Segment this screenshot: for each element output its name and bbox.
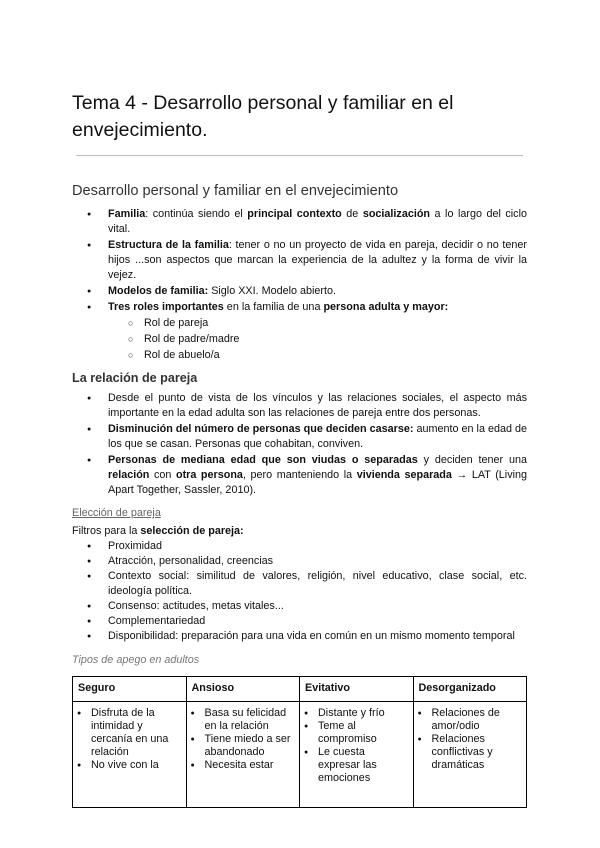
section-heading-pareja: La relación de pareja: [72, 371, 198, 385]
table-header-seguro: Seguro: [73, 677, 187, 702]
desarrollo-bullet-list: [72, 207, 527, 364]
sub-item-padre-madre: ○ Rol de padre/madre: [72, 332, 527, 347]
bullet-estructura: ● Estructura de la familia: tener o no un proyecto de vida en pareja, decidir o no tener hijos ...son aspectos que marcan la experiencia de la adultez y la forma de vivir la vejez.: [72, 238, 527, 283]
cell-bullet: ● Distante y frío: [304, 707, 409, 720]
cell-bullet: ● Basa su felicidad en la relación: [191, 707, 296, 733]
section-heading-eleccion: Elección de pareja: [72, 507, 161, 519]
table-header-evitativo: Evitativo: [300, 677, 414, 702]
pareja-bullet-list: [72, 391, 527, 499]
bullet-roles: ● Tres roles importantes en la familia de una persona adulta y mayor:: [72, 300, 527, 315]
table-cell-desorganizado: [413, 702, 527, 808]
sub-item-pareja: ○ Rol de pareja: [72, 316, 527, 331]
cell-bullet: ● Teme al compromiso: [304, 720, 409, 746]
filtro-item: ● Disponibilidad: preparación para una vida en común en un mismo momento temporal: [72, 629, 527, 644]
filtro-item: ● Consenso: actitudes, metas vitales...: [72, 599, 527, 614]
bullet-vinculos: ● Desde el punto de vista de los vínculos y las relaciones sociales, el aspecto más importante en la edad adulta son las relaciones de pareja entre dos personas.: [72, 391, 527, 421]
table-cell-ansioso: [186, 702, 300, 808]
cell-bullet: ● No vive con la: [77, 759, 182, 772]
table-cell-evitativo: [300, 702, 414, 808]
document-title: Tema 4 - Desarrollo personal y familiar en el envejecimiento.: [72, 92, 454, 141]
filtro-item: ● Complementariedad: [72, 614, 527, 629]
section-heading-desarrollo: Desarrollo personal y familiar en el envejecimiento: [72, 183, 399, 199]
bullet-disminucion: ● Disminución del número de personas que deciden casarse: aumento en la edad de los que se casan. Personas que cohabitan, conviven.: [72, 422, 527, 452]
filtros-bullet-list: [72, 539, 527, 644]
bullet-lat: ● Personas de mediana edad que son viudas o separadas y deciden tener una relación con otra persona, pero manteniendo la vivienda separada → LAT (Living Apart Together, Sassler, 2010).: [72, 453, 527, 498]
filtro-item: ● Atracción, personalidad, creencias: [72, 554, 527, 569]
table-cell-seguro: [73, 702, 187, 808]
bullet-familia: ● Familia: continúa siendo el principal contexto de socialización a lo largo del ciclo vital.: [72, 207, 527, 237]
table-header-ansioso: Ansioso: [186, 677, 300, 702]
sub-item-abuelo: ○ Rol de abuelo/a: [72, 348, 527, 363]
title-divider: [76, 155, 523, 156]
bullet-modelos: ● Modelos de familia: Siglo XXI. Modelo abierto.: [72, 284, 527, 299]
cell-bullet: ● Le cuesta expresar las emociones: [304, 746, 409, 785]
cell-bullet: ● Tiene miedo a ser abandonado: [191, 733, 296, 759]
filtro-item: ● Contexto social: similitud de valores, religión, nivel educativo, clase social, etc. ideología política.: [72, 569, 527, 599]
apego-table: [72, 676, 527, 808]
cell-bullet: ● Relaciones de amor/odio: [418, 707, 523, 733]
cell-bullet: ● Disfruta de la intimidad y cercanía en una relación: [77, 707, 182, 759]
table-caption: Tipos de apego en adultos: [72, 654, 200, 666]
cell-bullet: ● Relaciones conflictivas y dramáticas: [418, 733, 523, 772]
table-header-desorganizado: Desorganizado: [413, 677, 527, 702]
filtro-item: ● Proximidad: [72, 539, 527, 554]
cell-bullet: ● Necesita estar: [191, 759, 296, 772]
filtros-intro: Filtros para la selección de pareja:: [72, 525, 244, 537]
